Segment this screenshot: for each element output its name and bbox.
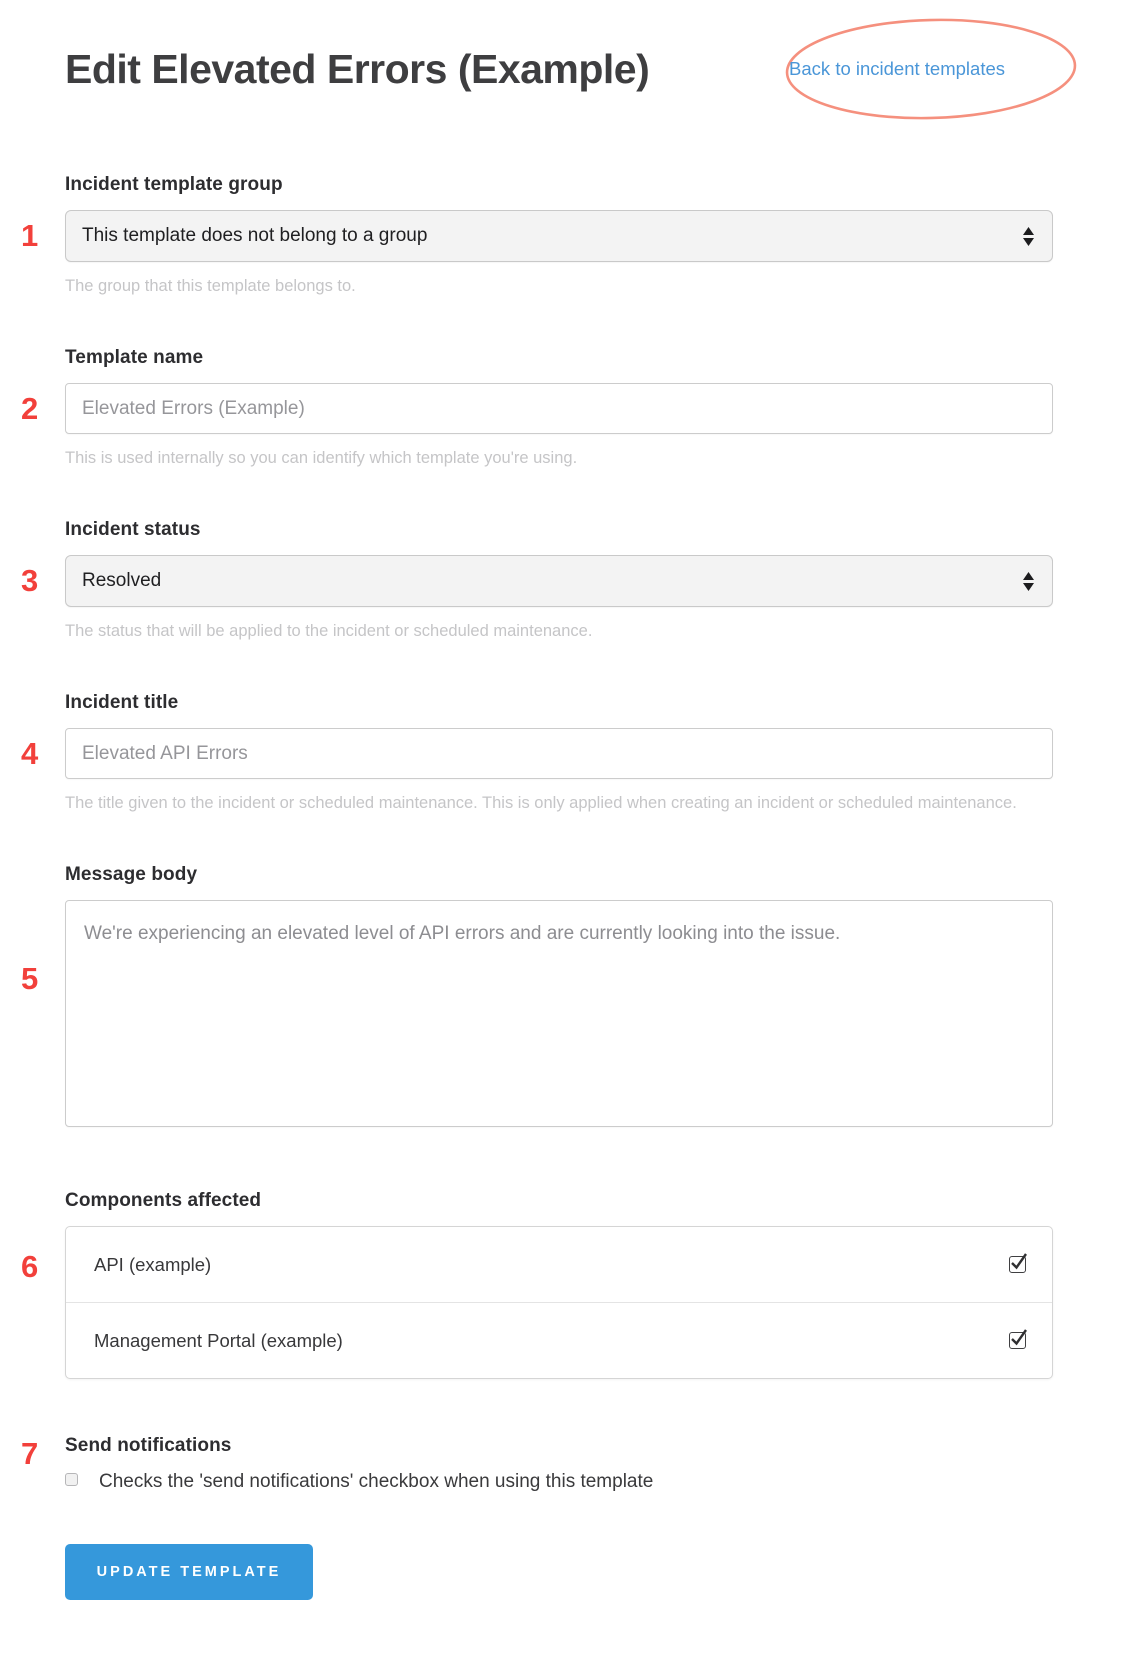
template-name-help: This is used internally so you can identify which template you're using. [65, 449, 578, 467]
incident-status-label: Incident status [65, 519, 201, 540]
components-affected-label: Components affected [65, 1190, 262, 1211]
template-group-label: Incident template group [65, 174, 283, 195]
field-group-template-group [21, 172, 1053, 297]
template-group-select[interactable] [65, 210, 1053, 262]
field-group-incident-status [21, 517, 1053, 642]
message-body-textarea[interactable] [65, 900, 1053, 1127]
annotation-number-2: 2 [21, 391, 39, 426]
back-link-area [753, 0, 1053, 120]
incident-title-help: The title given to the incident or scheduled maintenance. This is only applied when creating an incident or scheduled maintenance. [65, 794, 1017, 812]
incident-status-select[interactable] [65, 555, 1053, 607]
template-name-input[interactable] [65, 383, 1053, 434]
template-form [21, 172, 1053, 1600]
send-notifications-label: Send notifications [65, 1435, 232, 1456]
annotation-number-7: 7 [21, 1436, 39, 1471]
field-group-send-notifications [21, 1433, 1053, 1494]
component-name: API (example) [94, 1253, 212, 1275]
component-row-management-portal[interactable] [66, 1303, 1052, 1378]
annotation-number-4: 4 [21, 736, 39, 771]
annotation-number-6: 6 [21, 1249, 39, 1284]
components-list [65, 1226, 1053, 1379]
incident-title-label: Incident title [65, 692, 179, 713]
select-arrows-icon [1023, 227, 1034, 246]
incident-status-help: The status that will be applied to the incident or scheduled maintenance. [65, 622, 593, 640]
template-name-label: Template name [65, 347, 204, 368]
page-header [65, 0, 1053, 120]
field-group-components [21, 1188, 1053, 1379]
update-template-button[interactable]: UPDATE TEMPLATE [65, 1544, 313, 1600]
component-checkbox-checked[interactable] [1009, 1332, 1026, 1349]
page-title: Edit Elevated Errors (Example) [65, 46, 650, 92]
send-notifications-checkbox-unchecked[interactable] [65, 1473, 78, 1486]
incident-status-select-value: Resolved [82, 570, 162, 591]
annotation-number-5: 5 [21, 961, 39, 996]
field-group-incident-title [21, 690, 1053, 814]
send-notifications-checkbox-label: Checks the 'send notifications' checkbox when using this template [99, 1471, 654, 1492]
select-arrows-icon [1023, 572, 1034, 591]
annotation-number-3: 3 [21, 563, 39, 598]
component-row-api[interactable] [66, 1227, 1052, 1302]
annotation-number-1: 1 [21, 218, 39, 253]
field-group-message-body [21, 862, 1053, 1132]
send-notifications-row [65, 1470, 1053, 1494]
back-to-incident-templates-link[interactable]: Back to incident templates [789, 58, 1005, 79]
component-checkbox-checked[interactable] [1009, 1256, 1026, 1273]
incident-title-input[interactable] [65, 728, 1053, 779]
template-group-help: The group that this template belongs to. [65, 277, 356, 295]
message-body-label: Message body [65, 864, 198, 885]
component-name: Management Portal (example) [94, 1329, 343, 1351]
field-group-template-name [21, 345, 1053, 469]
template-group-select-value: This template does not belong to a group [82, 225, 428, 246]
